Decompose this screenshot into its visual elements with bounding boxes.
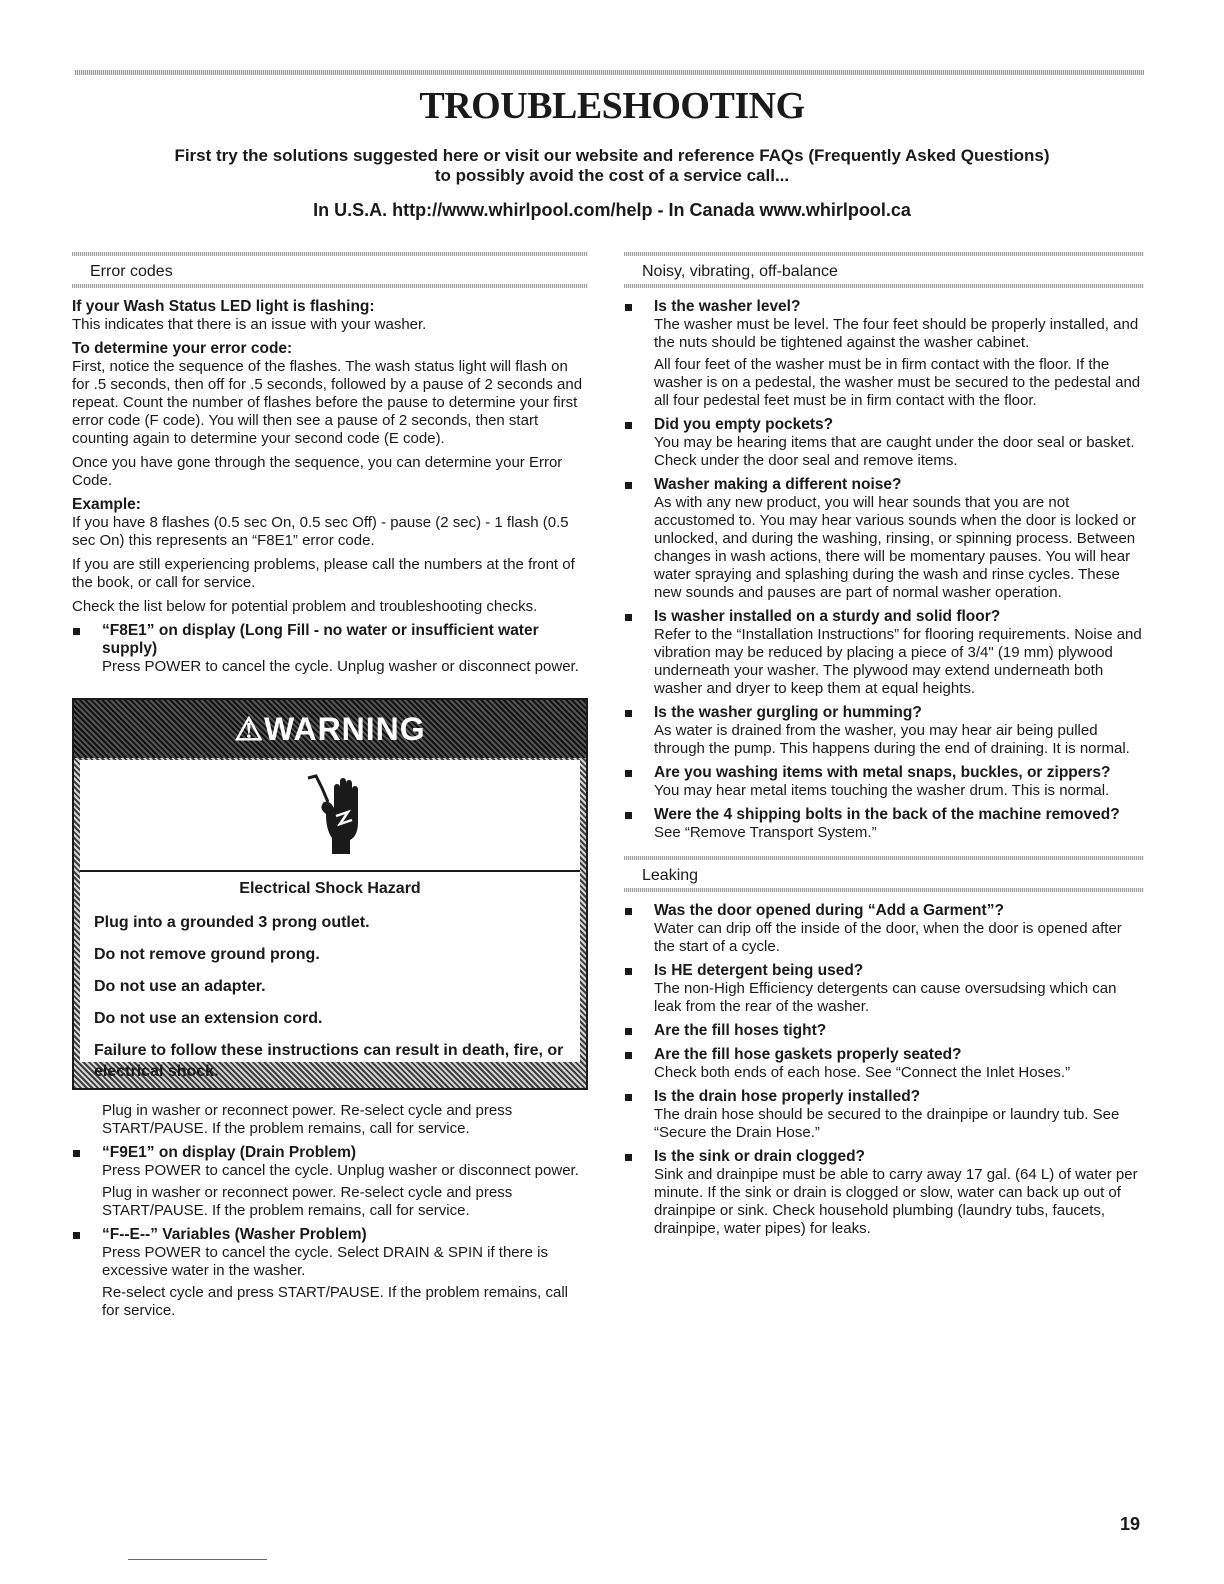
answer: See “Remove Transport System.” [654,824,877,841]
list-item [72,622,588,676]
list-item [72,1226,588,1320]
question: Was the door opened during “Add a Garment”? [654,902,1004,919]
answer: Water can drip off the inside of the door, when the door is opened after the start of a cycle. [654,920,1122,955]
answer: The non-High Efficiency detergents can cause oversudsing which can leak from the rear of the washer. [654,980,1117,1015]
electrical-shock-hand-icon [306,774,370,858]
question: Is the washer gurgling or humming? [654,704,922,721]
question: Are the fill hoses tight? [654,1022,827,1039]
intro [110,146,1114,220]
answer: Refer to the “Installation Instructions” for flooring requirements. Noise and vibration may be reduced by placing a piece of 3/4" (19 mm) plywood underneath your washer. The plywood may extend underneath both washer and dryer to keep them at equal heights. [654,626,1142,697]
noisy-heading-text: Noisy, vibrating, off-balance [642,263,838,280]
right-column [624,252,1144,1244]
still-text: If you are still experiencing problems, please call the numbers at the front of the book, or call for service. [72,556,575,591]
leaking-list [624,902,1144,1238]
error-codes-heading [72,252,588,288]
f8e1-continued [72,1102,588,1138]
question: Is washer installed on a sturdy and solid floor? [654,608,1001,625]
intro-line-1: First try the solutions suggested here or visit our website and reference FAQs (Frequently Asked Questions) [174,146,1050,165]
question: Are you washing items with metal snaps, buckles, or zippers? [654,764,1111,781]
website-links: In U.S.A. http://www.whirlpool.com/help - In Canada www.whirlpool.ca [313,200,911,220]
question: Is HE detergent being used? [654,962,864,979]
answer: The drain hose should be secured to the drainpipe or laundry tub. See “Secure the Drain Hose.” [654,1106,1120,1141]
warning-line: Do not remove ground prong. [94,946,320,963]
list-item [624,476,1144,602]
list-item [624,1046,1144,1082]
question: Is the drain hose properly installed? [654,1088,921,1105]
noisy-heading [624,252,1144,288]
list-item [624,1022,1144,1040]
example-text: If you have 8 flashes (0.5 sec On, 0.5 sec Off) - pause (2 sec) - 1 flash (0.5 sec On) this represents an “F8E1” error code. [72,514,569,549]
hazard-title: Electrical Shock Hazard [239,880,421,897]
intro-line-2: to possibly avoid the cost of a service call... [434,166,790,185]
check-text: Check the list below for potential problem and troubleshooting checks. [72,598,538,615]
leaking-heading [624,856,1144,892]
list-item [624,902,1144,956]
list-item [624,608,1144,698]
warning-triangle-icon: ⚠ [234,711,265,747]
warning-body [80,760,580,1080]
footer-line [128,1559,267,1560]
once-text: Once you have gone through the sequence, you can determine your Error Code. [72,454,563,489]
answer: You may be hearing items that are caught under the door seal or basket. Check under the door seal and remove items. [654,434,1135,469]
left-column [72,252,588,1326]
warning-icon-area [80,760,580,872]
list-item [72,1144,588,1220]
list-item [624,1148,1144,1238]
question: Did you empty pockets? [654,416,834,433]
question: Is the sink or drain clogged? [654,1148,866,1165]
answer: Check both ends of each hose. See “Connect the Inlet Hoses.” [654,1064,1071,1081]
page-number: 19 [1120,1514,1141,1534]
warning-label-text: WARNING [264,711,426,747]
fe-text: Press POWER to cancel the cycle. Select DRAIN & SPIN if there is excessive water in the washer. [102,1244,548,1279]
leaking-heading-text: Leaking [642,867,699,884]
list-item [624,1088,1144,1142]
answer: The washer must be level. The four feet should be properly installed, and the nuts should be tightened against the washer cabinet. [654,316,1139,351]
f8e1-text-2: Plug in washer or reconnect power. Re-select cycle and press START/PAUSE. If the problem remains, call for service. [102,1102,513,1137]
answer: All four feet of the washer must be in firm contact with the floor. If the washer is on a pedestal, the washer must be secured to the pedestal and all four pedestal feet must be in firm contact with the floor. [654,356,1141,409]
f9e1-text-2: Plug in washer or reconnect power. Re-select cycle and press START/PAUSE. If the problem remains, call for service. [102,1184,513,1219]
determine-text: First, notice the sequence of the flashes. The wash status light will flash on for .5 seconds, then off for .5 seconds, followed by a pause of 2 seconds and repeat. Count the number of flashes before the pause to determine your first error code (F code). You will then see a pause of 2 seconds, then start counting again to determine your second code (E code). [72,358,583,447]
answer: As with any new product, you will hear sounds that you are not accustomed to. You may hear various sounds when the door is locked or unlocked, and during the washing, rinsing, or spinning process. Between changes in wash actions, there will be momentary pauses. You will hear water spraying and splashing during the wash and rinse cycles. These new sounds and pauses are part of normal washer operation. [654,494,1136,601]
noisy-list [624,298,1144,842]
question: Is the washer level? [654,298,801,315]
list-item [624,298,1144,410]
question: Are the fill hose gaskets properly seated? [654,1046,962,1063]
f8e1-title: “F8E1” on display (Long Fill - no water or insufficient water supply) [102,622,539,657]
example-heading: Example: [72,496,141,513]
determine-heading: To determine your error code: [72,340,293,357]
question: Were the 4 shipping bolts in the back of the machine removed? [654,806,1120,823]
warning-label [74,710,586,748]
f8e1-text: Press POWER to cancel the cycle. Unplug washer or disconnect power. [102,658,579,675]
list-item [624,416,1144,470]
warning-box [72,698,588,1090]
warning-line: Do not use an extension cord. [94,1010,323,1027]
flashing-heading: If your Wash Status LED light is flashing: [72,298,375,315]
list-item [624,764,1144,800]
flashing-text: This indicates that there is an issue with your washer. [72,316,427,333]
warning-line: Failure to follow these instructions can result in death, fire, or electrical shock. [94,1042,564,1080]
top-rule [75,70,1144,75]
answer: As water is drained from the washer, you may hear air being pulled through the pump. This happens during the end of draining. It is normal. [654,722,1130,757]
answer: You may hear metal items touching the washer drum. This is normal. [654,782,1110,799]
f9e1-text: Press POWER to cancel the cycle. Unplug washer or disconnect power. [102,1162,579,1179]
warning-line: Do not use an adapter. [94,978,266,995]
fe-title: “F--E--” Variables (Washer Problem) [102,1226,367,1243]
page-title: TROUBLESHOOTING [419,85,805,127]
warning-header [74,700,586,758]
f9e1-title: “F9E1” on display (Drain Problem) [102,1144,357,1161]
list-item [624,704,1144,758]
answer: Sink and drainpipe must be able to carry away 17 gal. (64 L) of water per minute. If the sink or drain is clogged or slow, water can back up out of drainpipe or sink. Check household plumbing (laundry tubs, faucets, drainpipe, water pipes) for leaks. [654,1166,1138,1237]
fe-text-2: Re-select cycle and press START/PAUSE. If the problem remains, call for service. [102,1284,569,1319]
error-codes-heading-text: Error codes [90,263,173,280]
warning-line: Plug into a grounded 3 prong outlet. [94,914,370,931]
list-item [624,962,1144,1016]
question: Washer making a different noise? [654,476,902,493]
warning-text [94,872,566,1093]
list-item [624,806,1144,842]
